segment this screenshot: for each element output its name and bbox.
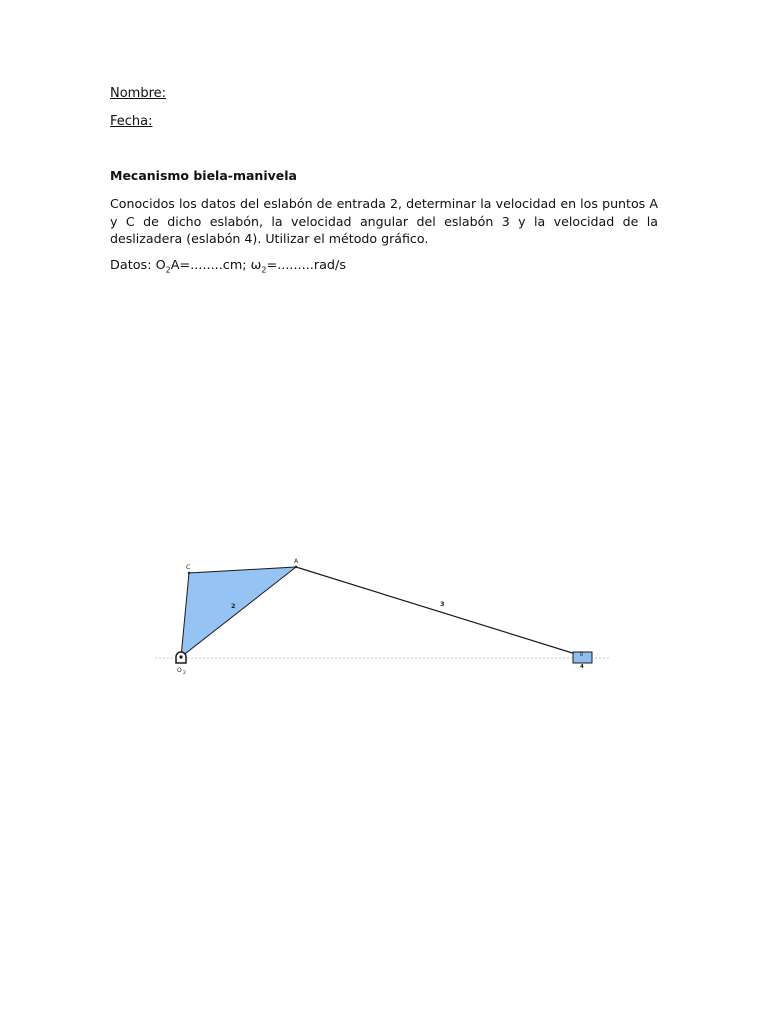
- label-slider-b: B: [580, 653, 584, 658]
- problem-data: [110, 258, 346, 275]
- label-link-4: 4: [580, 664, 584, 670]
- link-3-rod: [296, 567, 582, 656]
- data-mid-1: A=........cm; ω: [170, 258, 262, 273]
- field-nombre: Nombre:: [110, 86, 167, 101]
- label-pivot-sub: 2: [183, 671, 186, 676]
- data-prefix: Datos: O: [110, 258, 166, 273]
- label-link-3: 3: [440, 600, 445, 608]
- label-point-a: A: [294, 558, 299, 565]
- label-pivot-o: O: [177, 667, 182, 674]
- mechanism-diagram: [155, 530, 610, 695]
- label-link-2: 2: [231, 602, 236, 610]
- pivot-pin: [179, 655, 182, 658]
- data-mid-2: =.........rad/s: [266, 258, 347, 273]
- link-2-triangle: [181, 567, 296, 657]
- problem-title: Mecanismo biela-manivela: [110, 168, 297, 183]
- data-sub-1: 2: [165, 265, 171, 275]
- joint-c: [188, 572, 190, 574]
- problem-statement: Conocidos los datos del eslabón de entrada 2, determinar la velocidad en los puntos A y C de dicho eslabón, la velocidad angular del eslabón 3 y la velocidad de la deslizadera (eslabón 4). Utilizar el método gráfico.: [110, 196, 658, 246]
- label-point-c: C: [186, 564, 191, 571]
- data-sub-2: 2: [261, 265, 267, 275]
- joint-a: [295, 566, 297, 568]
- field-fecha: Fecha:: [110, 114, 153, 129]
